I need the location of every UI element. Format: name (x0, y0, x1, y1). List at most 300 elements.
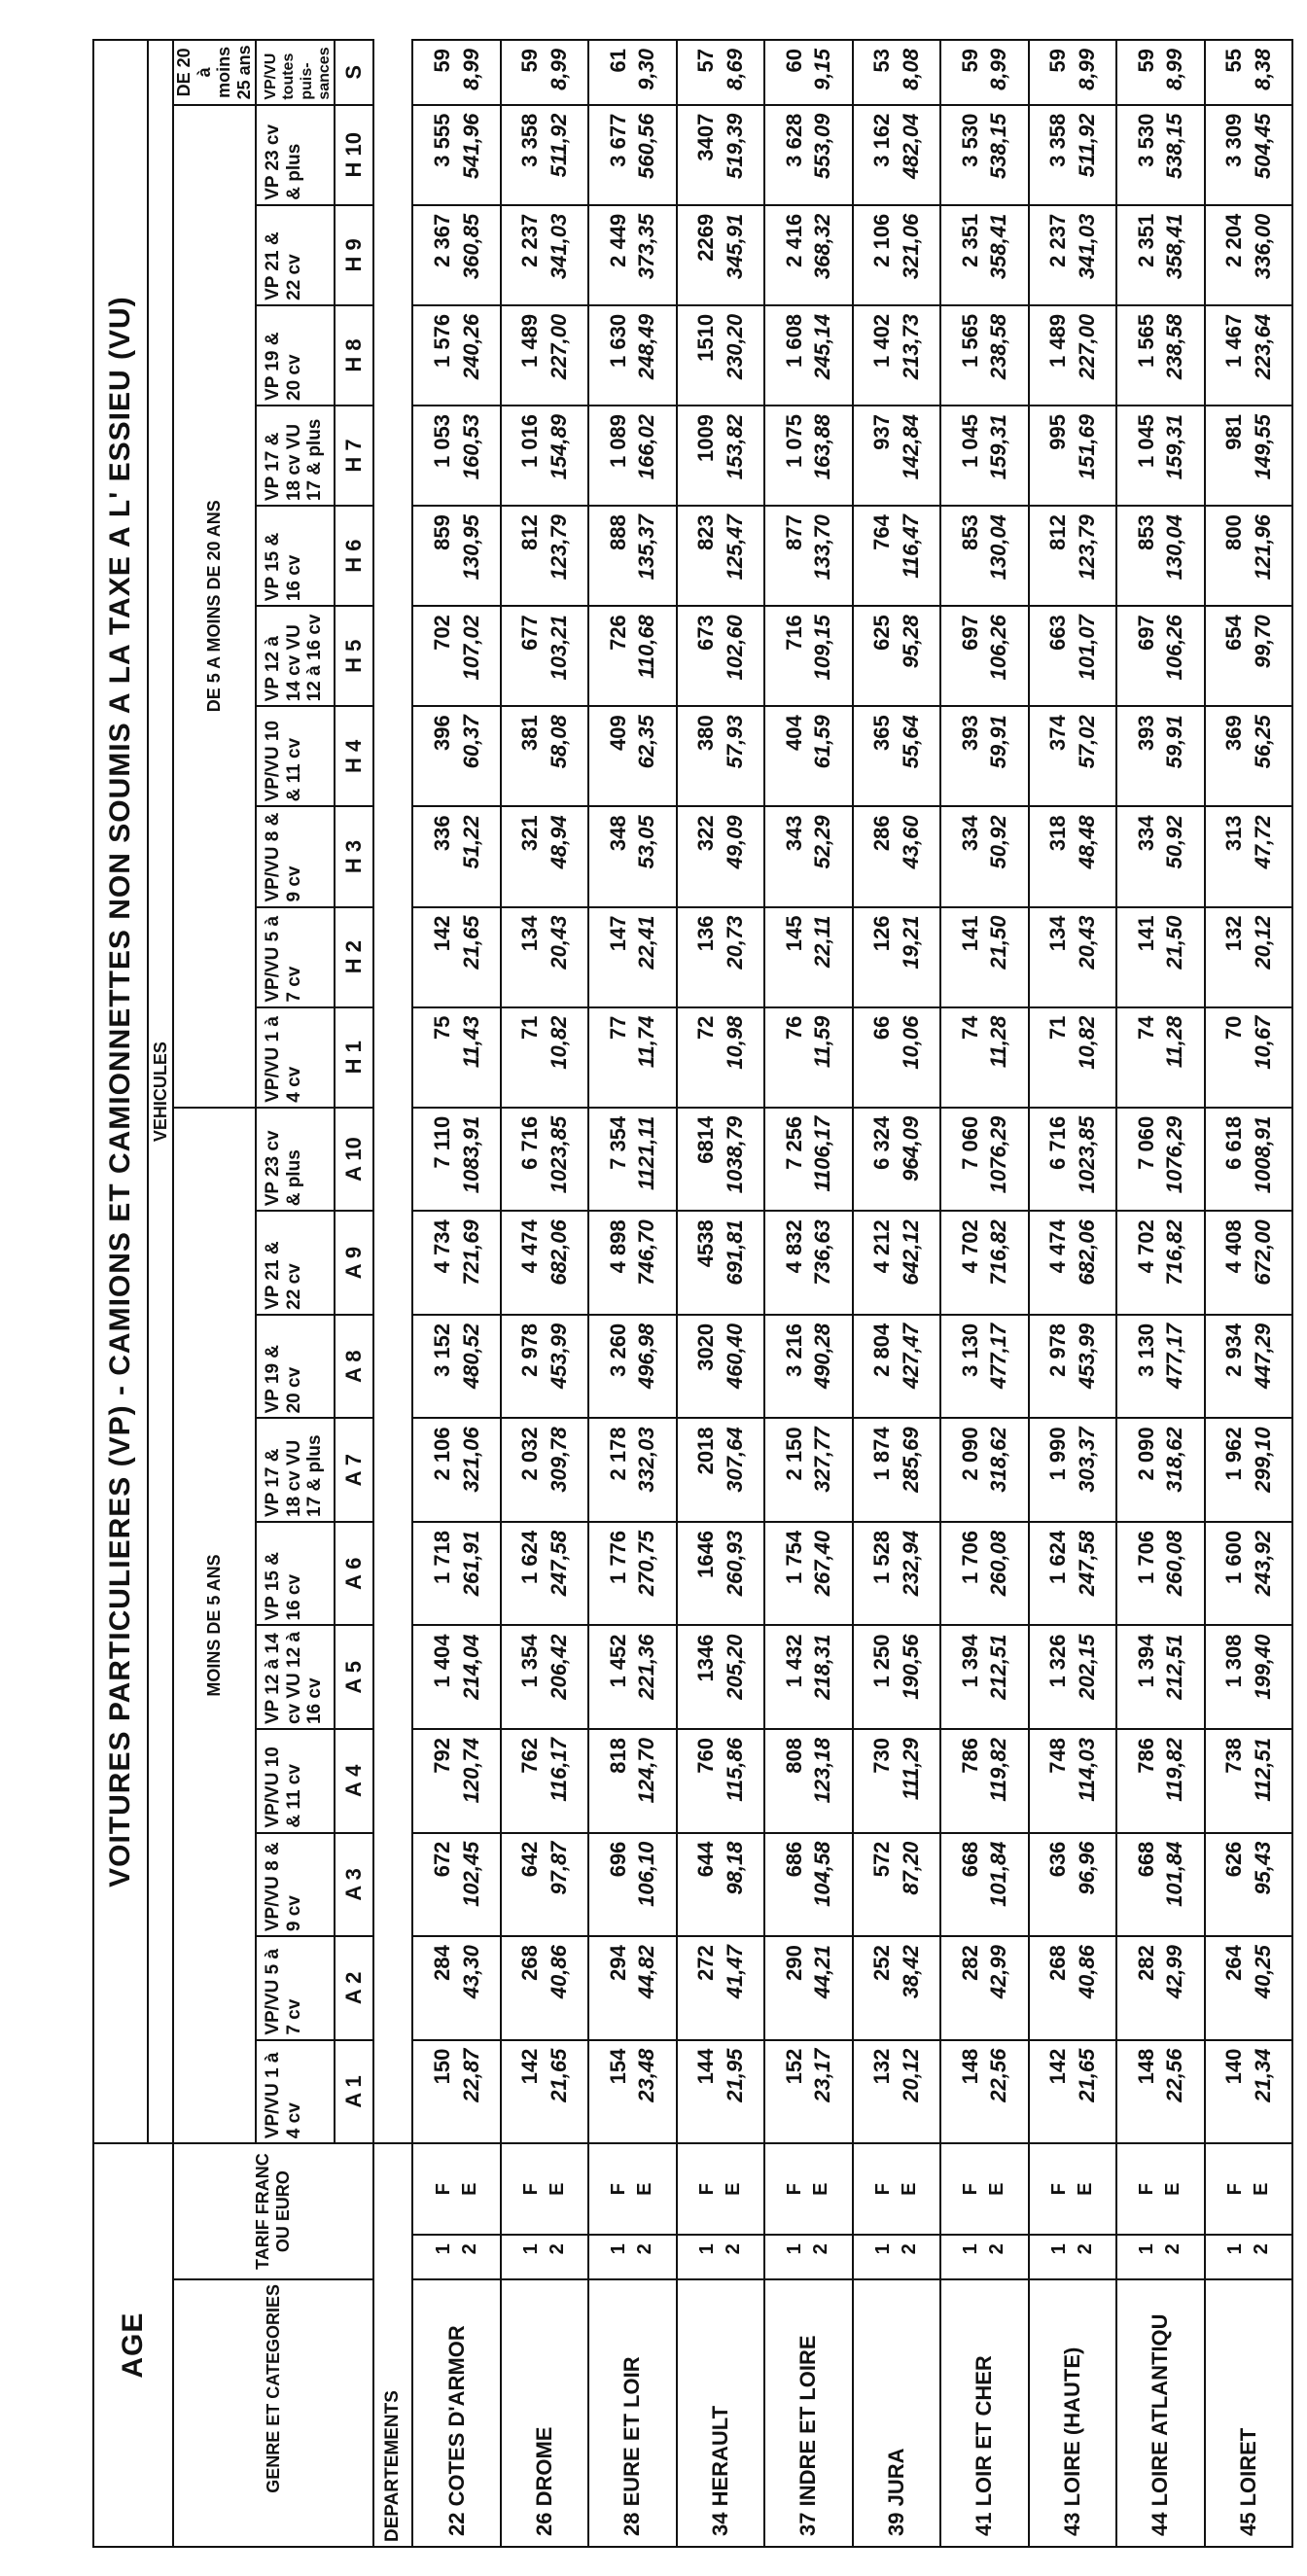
franc-value: 2 178 (605, 1427, 630, 1481)
franc-value: 1 624 (517, 1530, 543, 1584)
tariff-value-cell (940, 1729, 1028, 1833)
tariff-value-cell (412, 1108, 500, 1212)
franc-value: 4 734 (429, 1219, 454, 1274)
franc-value: 2 804 (869, 1323, 895, 1377)
franc-value: 1 354 (517, 1634, 543, 1688)
tariff-value-cell (588, 506, 676, 606)
column-code: H 5 (335, 606, 373, 706)
euro-value: 477,17 (986, 1323, 1011, 1390)
tariff-value-cell (501, 806, 588, 906)
column-desc: VP/VU 1 à 4 cv (256, 2040, 336, 2144)
euro-value: 682,06 (547, 1219, 572, 1286)
franc-value: 1 990 (1045, 1427, 1071, 1481)
franc-value: 74 (957, 1015, 982, 1041)
euro-value: 11,59 (810, 1015, 835, 1069)
tariff-value-cell (501, 907, 588, 1007)
tariff-value-cell (1205, 1315, 1292, 1419)
franc-value: 343 (781, 815, 806, 852)
column-code: A 9 (335, 1211, 373, 1315)
franc-value: 334 (1133, 815, 1158, 852)
franc-value: 2018 (693, 1427, 719, 1475)
franc-value: 738 (1221, 1738, 1247, 1774)
franc-value: 59 (429, 49, 454, 73)
euro-value: 519,39 (722, 113, 747, 179)
franc-value: 71 (1045, 1015, 1071, 1041)
franc-value: 66 (869, 1015, 895, 1041)
tarif-cell (412, 2143, 500, 2235)
tariff-value-cell (940, 1522, 1028, 1626)
euro-value: 248,49 (634, 313, 659, 380)
tariff-value-cell (853, 1315, 940, 1419)
tariff-value-cell (940, 1625, 1028, 1729)
franc-value: 1 718 (429, 1530, 454, 1584)
tariff-value-cell (588, 1211, 676, 1315)
departements-header: DEPARTEMENTS (373, 2143, 412, 2547)
franc-value: 282 (957, 1945, 982, 1981)
tariff-value-cell (588, 1625, 676, 1729)
franc-value: 626 (1221, 1841, 1247, 1878)
tarif-cell (501, 2143, 588, 2235)
franc-value: 760 (693, 1738, 719, 1774)
franc-value: 1 565 (1133, 313, 1158, 368)
euro-value: 553,09 (810, 113, 835, 179)
euro-value: 202,15 (1074, 1634, 1099, 1700)
tariff-value-cell (588, 305, 676, 406)
tarif-letter: F (695, 2183, 718, 2196)
tariff-value-cell (1029, 2040, 1116, 2144)
euro-value: 19,21 (898, 915, 923, 970)
table-row (501, 40, 588, 2547)
euro-value: 120,74 (458, 1738, 483, 1804)
euro-value: 52,29 (810, 815, 835, 869)
tariff-value-cell (1116, 907, 1204, 1007)
tariff-value-cell (677, 706, 764, 806)
group-de-5-a-20-ans: DE 5 A MOINS DE 20 ANS (173, 105, 256, 1108)
tarif-cell (677, 2143, 764, 2235)
tariff-value-cell (1116, 706, 1204, 806)
tarif-header: TARIF FRANC OU EURO (173, 2143, 373, 2279)
franc-value: 290 (781, 1945, 806, 1981)
franc-value: 6814 (693, 1115, 719, 1164)
franc-value: 1 053 (429, 413, 454, 469)
euro-value: 102,60 (722, 615, 747, 681)
tariff-value-cell (853, 706, 940, 806)
franc-value: 1 432 (781, 1634, 806, 1688)
euro-value: 23,17 (810, 2048, 835, 2102)
tariff-value-cell (940, 1418, 1028, 1522)
tariff-value-cell (412, 1729, 500, 1833)
tariff-value-cell (940, 105, 1028, 205)
franc-value: 268 (1045, 1945, 1071, 1981)
franc-value: 75 (429, 1015, 454, 1041)
departement-name: 26 DROME (501, 2279, 588, 2547)
franc-value: 1 308 (1221, 1634, 1247, 1688)
tariff-value-cell (940, 40, 1028, 105)
tariff-value-cell (940, 907, 1028, 1007)
tariff-value-cell (501, 205, 588, 305)
euro-value: 746,70 (634, 1219, 659, 1286)
franc-value: 1 630 (605, 313, 630, 368)
tariff-value-cell (764, 305, 852, 406)
franc-value: 1646 (693, 1530, 719, 1578)
tariff-value-cell (1116, 105, 1204, 205)
franc-value: 57 (693, 49, 719, 73)
franc-value: 152 (781, 2048, 806, 2085)
franc-value: 937 (869, 413, 895, 450)
franc-value: 72 (693, 1015, 719, 1041)
franc-value: 7 354 (605, 1115, 630, 1170)
franc-value: 1 394 (1133, 1634, 1158, 1688)
euro-value: 270,75 (634, 1530, 659, 1597)
franc-value: 1 045 (1133, 413, 1158, 469)
tariff-value-cell (1029, 506, 1116, 606)
column-desc: VP 17 & 18 cv VU 17 & plus (256, 406, 336, 506)
euro-value: 9,15 (810, 49, 835, 90)
tariff-value-cell (677, 1625, 764, 1729)
euro-value: 49,09 (722, 815, 747, 869)
euro-value: 245,14 (810, 313, 835, 380)
column-desc: VP/VU 10 & 11 cv (256, 1729, 336, 1833)
euro-value: 9,30 (634, 49, 659, 90)
rotated-tariff-sheet (92, 39, 1293, 2548)
tariff-value-cell (940, 406, 1028, 506)
euro-value: 8,99 (547, 49, 572, 90)
franc-value: 74 (1133, 1015, 1158, 1041)
category-number: 2 (986, 2243, 1008, 2255)
franc-value: 2 090 (957, 1427, 982, 1481)
tariff-value-cell (1205, 1418, 1292, 1522)
tariff-value-cell (853, 1625, 940, 1729)
tariff-value-cell (1029, 1729, 1116, 1833)
tariff-value-cell (764, 105, 852, 205)
tariff-value-cell (853, 506, 940, 606)
column-desc: VP/VU toutes puis-sances (256, 40, 336, 105)
euro-value: 8,99 (1074, 49, 1099, 90)
euro-value: 223,64 (1250, 313, 1275, 380)
tariff-value-cell (1205, 606, 1292, 706)
franc-value: 142 (1045, 2048, 1071, 2085)
tariff-value-cell (853, 806, 940, 906)
tariff-value-cell (1029, 40, 1116, 105)
departement-name: 45 LOIRET (1205, 2279, 1292, 2547)
euro-value: 153,82 (722, 413, 747, 480)
tariff-value-cell (412, 1315, 500, 1419)
tarif-letter: F (960, 2183, 982, 2196)
tariff-value-cell (501, 1936, 588, 2040)
franc-value: 2 150 (781, 1427, 806, 1481)
euro-value: 21,34 (1250, 2048, 1275, 2102)
tariff-value-cell (764, 1211, 852, 1315)
euro-value: 541,96 (458, 113, 483, 179)
franc-value: 1 576 (429, 313, 454, 368)
tariff-value-cell (677, 1211, 764, 1315)
franc-value: 396 (429, 715, 454, 752)
franc-value: 7 256 (781, 1115, 806, 1170)
franc-value: 1 489 (517, 313, 543, 368)
column-code: H 4 (335, 706, 373, 806)
franc-value: 252 (869, 1945, 895, 1981)
franc-value: 654 (1221, 615, 1247, 651)
tarif-cell (588, 2143, 676, 2235)
column-desc: VP 21 & 22 cv (256, 205, 336, 305)
tariff-value-cell (764, 706, 852, 806)
euro-value: 318,62 (986, 1427, 1011, 1493)
euro-value: 206,42 (547, 1634, 572, 1700)
tariff-value-cell (1029, 706, 1116, 806)
tarif-letter: F (1136, 2183, 1158, 2196)
tariff-value-cell (588, 1522, 676, 1626)
tariff-value-cell (501, 1211, 588, 1315)
euro-value: 260,93 (722, 1530, 747, 1597)
franc-value: 2 978 (517, 1323, 543, 1377)
franc-value: 76 (781, 1015, 806, 1041)
franc-value: 60 (781, 49, 806, 73)
franc-value: 404 (781, 715, 806, 752)
euro-value: 221,36 (634, 1634, 659, 1700)
euro-value: 163,88 (810, 413, 835, 480)
franc-value: 134 (517, 915, 543, 952)
tariff-value-cell (1116, 1936, 1204, 2040)
tariff-value-cell (1116, 305, 1204, 406)
euro-value: 133,70 (810, 514, 835, 581)
column-code: A 3 (335, 1833, 373, 1937)
franc-value: 1 452 (605, 1634, 630, 1688)
euro-value: 218,31 (810, 1634, 835, 1700)
franc-value: 6 618 (1221, 1115, 1247, 1170)
euro-value: 56,25 (1250, 715, 1275, 769)
franc-value: 282 (1133, 1945, 1158, 1981)
euro-value: 20,43 (1074, 915, 1099, 970)
euro-value: 95,43 (1250, 1841, 1275, 1895)
franc-value: 1346 (693, 1634, 719, 1682)
tarif-letter: E (547, 2182, 569, 2196)
tariff-value-cell (853, 907, 940, 1007)
tariff-value-cell (1029, 1936, 1116, 2040)
column-desc: VP 23 cv & plus (256, 1108, 336, 1212)
franc-value: 3 152 (429, 1323, 454, 1377)
tariff-value-cell (1205, 1936, 1292, 2040)
tariff-value-cell (1029, 1211, 1116, 1315)
group-de-20-ans: DE 20 à moins 25 ans (173, 40, 256, 105)
tariff-value-cell (764, 1729, 852, 1833)
franc-value: 148 (957, 2048, 982, 2085)
euro-value: 116,17 (547, 1738, 572, 1802)
departement-name: 34 HERAULT (677, 2279, 764, 2547)
euro-value: 332,03 (634, 1427, 659, 1493)
franc-value: 3 555 (429, 113, 454, 167)
euro-value: 114,03 (1074, 1738, 1099, 1802)
franc-value: 1 326 (1045, 1634, 1071, 1688)
franc-value: 672 (429, 1841, 454, 1878)
franc-value: 7 110 (429, 1115, 454, 1169)
franc-value: 2 934 (1221, 1323, 1247, 1377)
tariff-value-cell (1205, 1833, 1292, 1937)
category-number: 1 (784, 2243, 806, 2255)
franc-value: 132 (1221, 915, 1247, 952)
tariff-value-cell (1116, 1418, 1204, 1522)
tariff-value-cell (1116, 406, 1204, 506)
category-cell (412, 2235, 500, 2279)
franc-value: 995 (1045, 413, 1071, 450)
franc-value: 6 716 (517, 1115, 543, 1170)
category-number: 2 (1250, 2243, 1272, 2255)
euro-value: 43,60 (898, 815, 923, 869)
franc-value: 321 (517, 815, 543, 852)
euro-value: 20,12 (898, 2048, 923, 2102)
tariff-value-cell (853, 1729, 940, 1833)
tariff-value-cell (501, 1108, 588, 1212)
euro-value: 212,51 (986, 1634, 1011, 1700)
tariff-value-cell (1205, 506, 1292, 606)
franc-value: 61 (605, 49, 630, 73)
euro-value: 11,74 (634, 1015, 659, 1069)
tariff-value-cell (412, 706, 500, 806)
franc-value: 1 754 (781, 1530, 806, 1584)
tariff-value-cell (853, 2040, 940, 2144)
euro-value: 482,04 (898, 113, 923, 179)
franc-value: 7 060 (1133, 1115, 1158, 1170)
euro-value: 199,40 (1250, 1634, 1275, 1700)
euro-value: 59,91 (986, 715, 1011, 769)
tariff-value-cell (588, 1418, 676, 1522)
franc-value: 134 (1045, 915, 1071, 952)
euro-value: 106,26 (1162, 615, 1187, 681)
tarif-cell (853, 2143, 940, 2235)
franc-value: 2 237 (517, 213, 543, 267)
category-number: 2 (722, 2243, 744, 2255)
franc-value: 3 130 (957, 1323, 982, 1377)
euro-value: 109,15 (810, 615, 835, 681)
tariff-table (92, 39, 1293, 2548)
tariff-value-cell (764, 1936, 852, 2040)
tariff-value-cell (1029, 907, 1116, 1007)
table-row (677, 40, 764, 2547)
euro-value: 11,28 (986, 1015, 1011, 1069)
franc-value: 625 (869, 615, 895, 651)
euro-value: 123,18 (810, 1738, 835, 1804)
tariff-value-cell (1116, 1522, 1204, 1626)
franc-value: 393 (957, 715, 982, 752)
franc-value: 1 874 (869, 1427, 895, 1481)
euro-value: 130,04 (986, 514, 1011, 581)
column-code: A 8 (335, 1315, 373, 1419)
franc-value: 1 404 (429, 1634, 454, 1688)
franc-value: 3 216 (781, 1323, 806, 1377)
tariff-value-cell (677, 105, 764, 205)
euro-value: 1106,17 (810, 1115, 835, 1192)
euro-value: 1023,85 (1074, 1115, 1099, 1194)
euro-value: 496,98 (634, 1323, 659, 1390)
euro-value: 61,59 (810, 715, 835, 769)
franc-value: 284 (429, 1945, 454, 1981)
franc-value: 136 (693, 915, 719, 952)
franc-value: 1 624 (1045, 1530, 1071, 1584)
table-row (853, 40, 940, 2547)
franc-value: 4 408 (1221, 1219, 1247, 1274)
column-code: H 9 (335, 205, 373, 305)
franc-value: 2 449 (605, 213, 630, 267)
genre-header: GENRE ET CATEGORIES (173, 2279, 373, 2547)
tariff-value-cell (1205, 1007, 1292, 1108)
franc-value: 3 162 (869, 113, 895, 167)
tariff-value-cell (588, 406, 676, 506)
franc-value: 2 367 (429, 213, 454, 267)
tariff-value-cell (1116, 1007, 1204, 1108)
euro-value: 336,00 (1250, 213, 1275, 280)
euro-value: 560,56 (634, 113, 659, 179)
euro-value: 21,50 (986, 915, 1011, 970)
euro-value: 59,91 (1162, 715, 1187, 769)
tariff-value-cell (1029, 1833, 1116, 1937)
departement-name: 43 LOIRE (HAUTE) (1029, 2279, 1116, 2547)
euro-value: 243,92 (1250, 1530, 1275, 1597)
euro-value: 22,56 (1162, 2048, 1187, 2102)
table-row (764, 40, 852, 2547)
tariff-value-cell (412, 1007, 500, 1108)
tariff-value-cell (764, 606, 852, 706)
euro-value: 682,06 (1074, 1219, 1099, 1286)
tariff-value-cell (764, 1315, 852, 1419)
franc-value: 786 (1133, 1738, 1158, 1774)
franc-value: 663 (1045, 615, 1071, 651)
category-cell (940, 2235, 1028, 2279)
tariff-value-cell (501, 406, 588, 506)
tariff-value-cell (764, 205, 852, 305)
euro-value: 10,06 (898, 1015, 923, 1070)
tariff-value-cell (940, 1833, 1028, 1937)
euro-value: 303,37 (1074, 1427, 1099, 1493)
tariff-value-cell (940, 1936, 1028, 2040)
tariff-value-cell (764, 1007, 852, 1108)
tariff-value-cell (1205, 706, 1292, 806)
franc-value: 142 (517, 2048, 543, 2085)
tarif-letter: E (458, 2182, 480, 2196)
tariff-value-cell (677, 406, 764, 506)
category-number: 2 (1074, 2243, 1096, 2255)
tariff-value-cell (853, 406, 940, 506)
euro-value: 142,84 (898, 413, 923, 480)
tariff-value-cell (764, 1108, 852, 1212)
franc-value: 1009 (693, 413, 719, 462)
tariff-value-cell (677, 1418, 764, 1522)
franc-value: 7 060 (957, 1115, 982, 1170)
tariff-value-cell (764, 1833, 852, 1937)
tariff-value-cell (501, 40, 588, 105)
franc-value: 3 677 (605, 113, 630, 167)
franc-value: 6 716 (1045, 1115, 1071, 1170)
franc-value: 4 212 (869, 1219, 895, 1274)
euro-value: 447,29 (1250, 1323, 1275, 1390)
franc-value: 686 (781, 1841, 806, 1878)
franc-value: 55 (1221, 49, 1247, 73)
euro-value: 151,69 (1074, 413, 1099, 480)
table-row (1205, 40, 1292, 2547)
column-code: H 2 (335, 907, 373, 1007)
euro-value: 107,02 (458, 615, 483, 681)
franc-value: 148 (1133, 2048, 1158, 2085)
euro-value: 642,12 (898, 1219, 923, 1286)
tarif-letter: F (784, 2183, 806, 2196)
euro-value: 44,82 (634, 1945, 659, 1999)
franc-value: 313 (1221, 815, 1247, 852)
column-desc: VP 21 & 22 cv (256, 1211, 336, 1315)
franc-value: 59 (517, 49, 543, 73)
tariff-value-cell (1116, 806, 1204, 906)
euro-value: 23,48 (634, 2048, 659, 2102)
tariff-value-cell (1205, 406, 1292, 506)
franc-value: 59 (1045, 49, 1071, 73)
tariff-value-cell (853, 606, 940, 706)
